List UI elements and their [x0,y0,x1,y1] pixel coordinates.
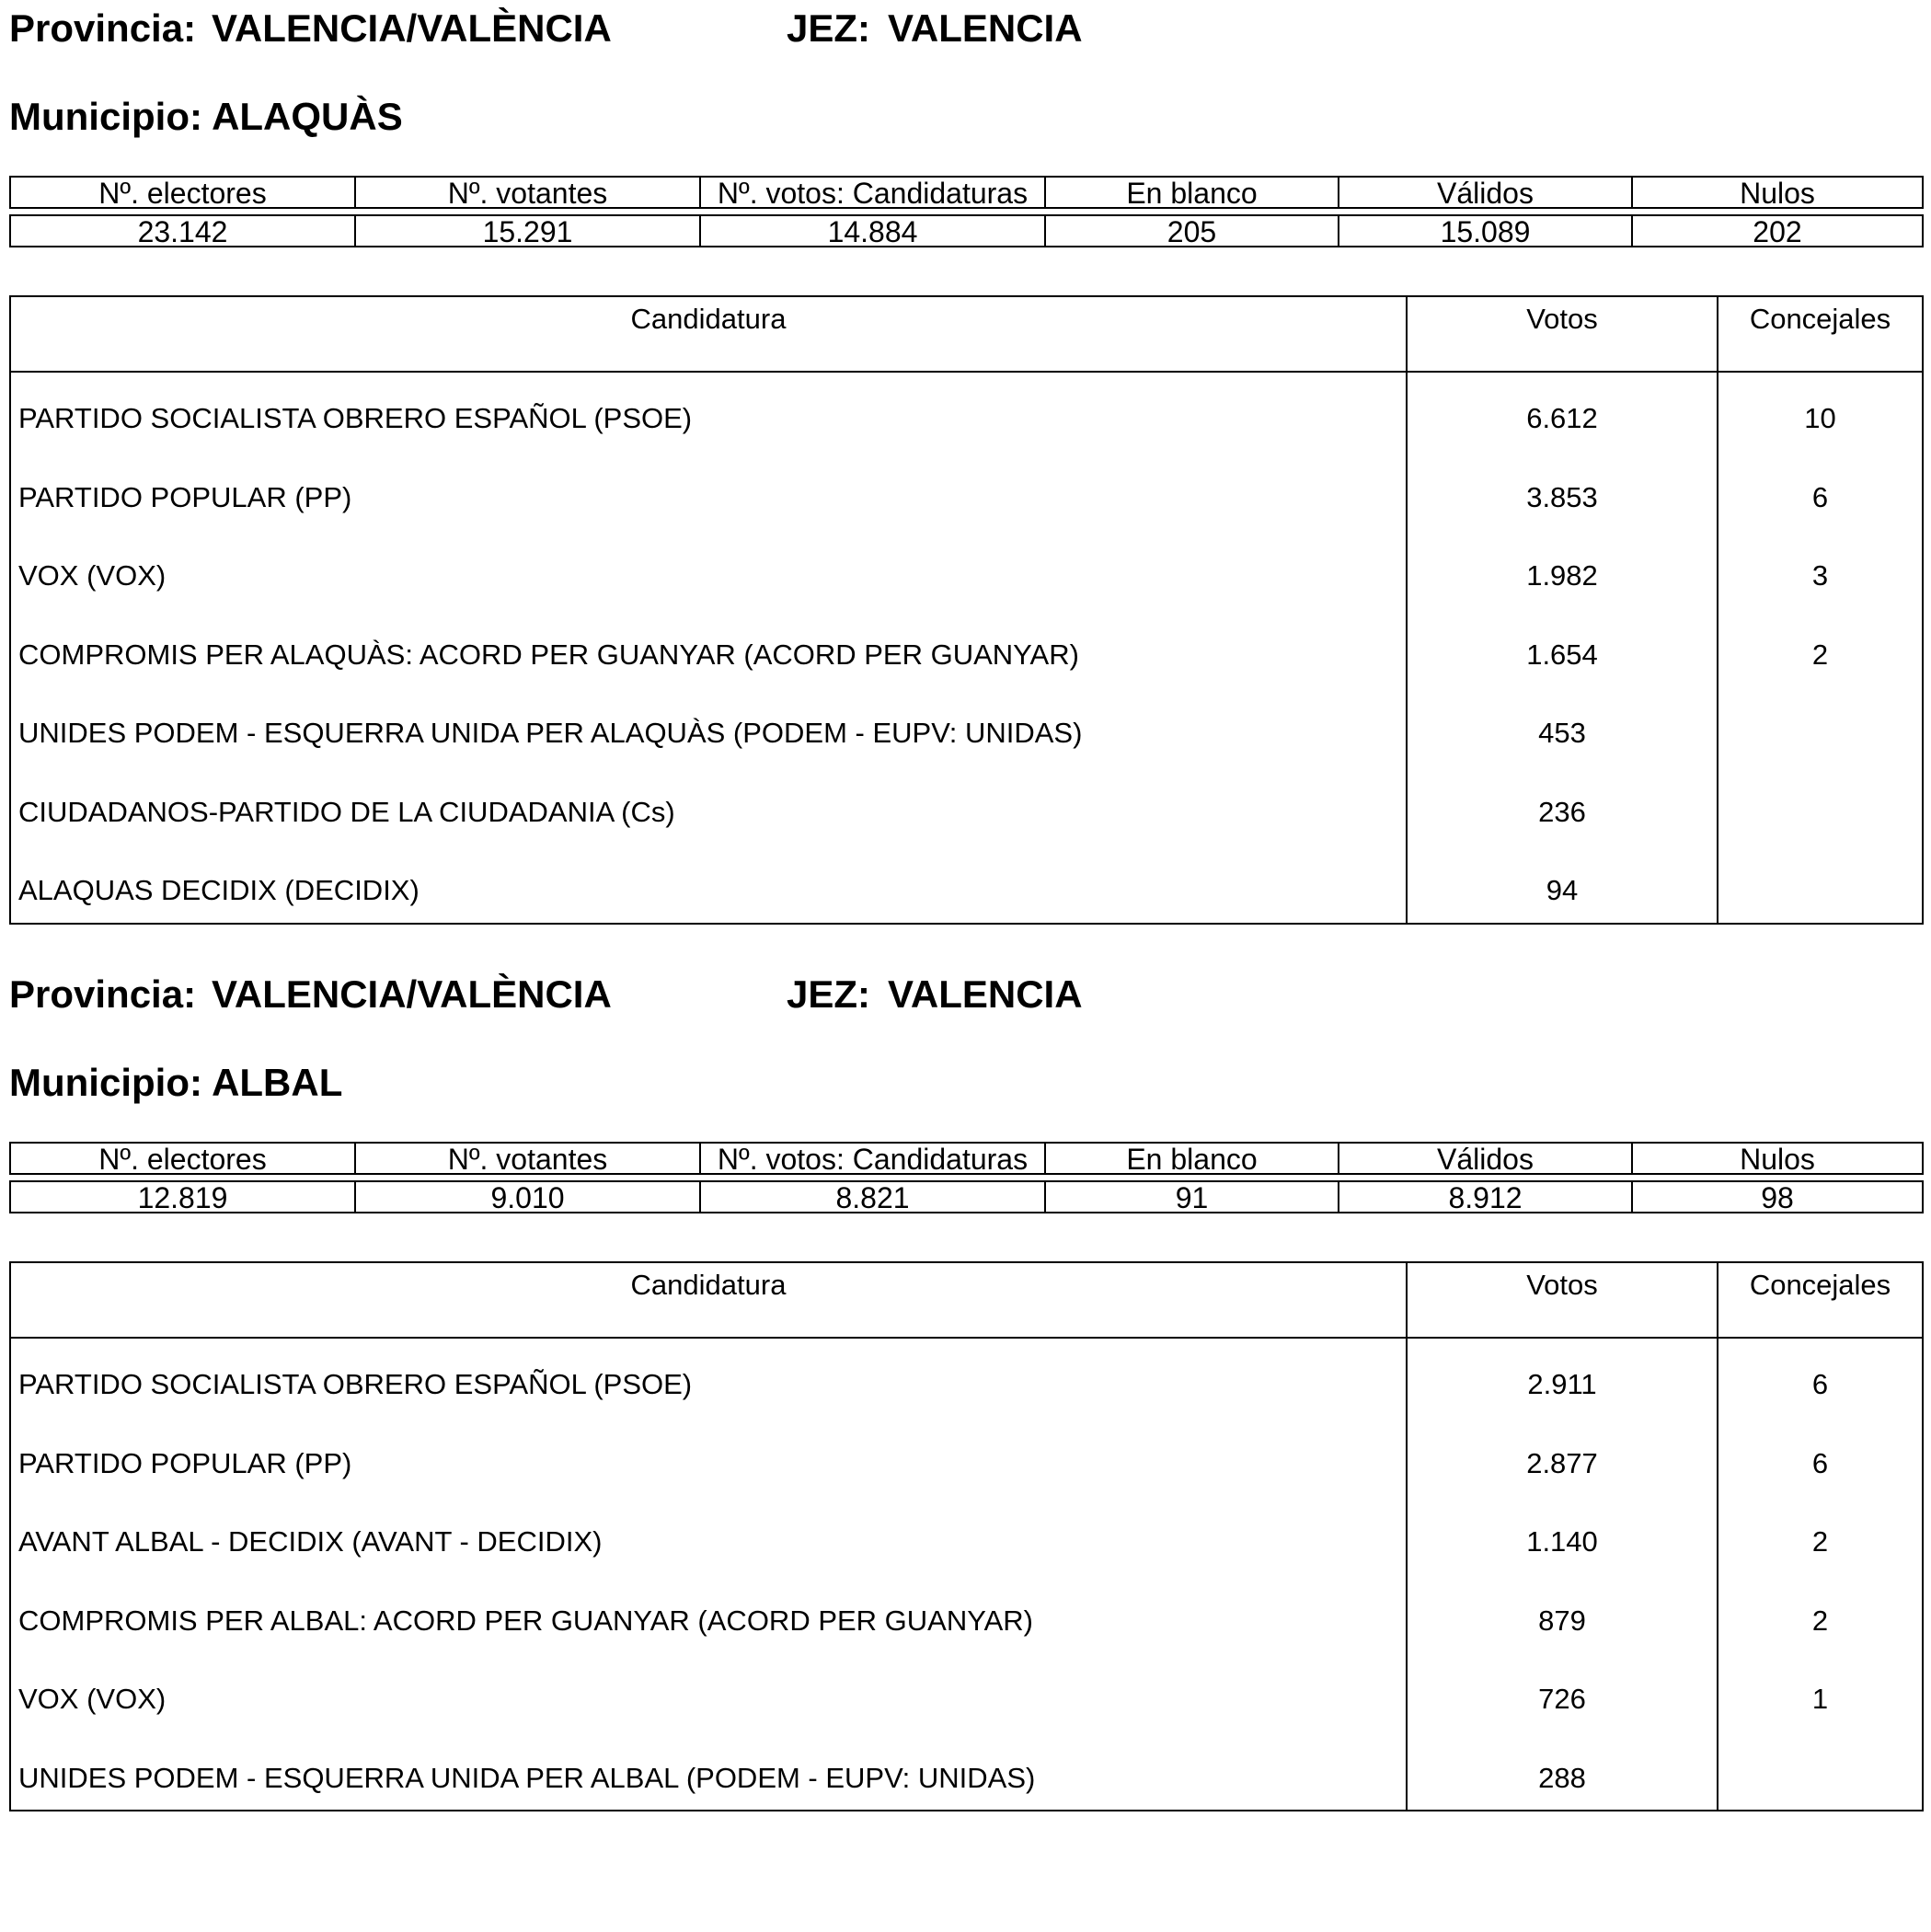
value-validos: 15.089 [1339,216,1633,246]
header-validos: Válidos [1339,178,1633,207]
candidate-votes: 94 [1408,845,1718,924]
candidates-table [9,1261,1924,1811]
header-votos: Votos [1408,297,1718,371]
candidate-name: CIUDADANOS-PARTIDO DE LA CIUDADANIA (Cs) [11,766,1408,845]
candidate-name: PARTIDO SOCIALISTA OBRERO ESPAÑOL (PSOE) [11,1339,1408,1418]
candidate-votes: 1.654 [1408,609,1718,688]
jez-label: JEZ: [787,6,871,50]
candidate-name: COMPROMIS PER ALBAL: ACORD PER GUANYAR (ACORD PER GUANYAR) [11,1575,1408,1654]
candidate-name: VOX (VOX) [11,1653,1408,1732]
candidate-concejales: 1 [1811,1683,1829,1715]
candidate-votes: 1.140 [1408,1496,1718,1575]
candidate-concejales: 6 [1811,1446,1829,1479]
header-electores: Nº. electores [11,178,356,207]
candidate-concejales: 2 [1811,1604,1829,1637]
candidate-votes: 236 [1408,766,1718,845]
value-validos: 8.912 [1339,1182,1633,1212]
value-en-blanco: 205 [1046,216,1339,246]
provincia-value: VALENCIA/VALÈNCIA [212,6,612,50]
jez-value: VALENCIA [888,6,1083,50]
header-nulos: Nulos [1740,1144,1815,1173]
candidate-concejales: 10 [1804,402,1836,434]
candidate-votes: 288 [1408,1732,1718,1811]
provincia-label: Provincia: [9,972,197,1016]
table-row [11,1732,1922,1811]
table-row [11,530,1922,609]
candidate-votes: 1.982 [1408,530,1718,609]
header-validos: Válidos [1339,1144,1633,1173]
jez-value: VALENCIA [888,972,1083,1016]
table-row [11,452,1922,531]
table-row [11,609,1922,688]
candidates-table [9,295,1924,925]
value-nulos: 98 [1761,1182,1794,1212]
candidate-name: UNIDES PODEM - ESQUERRA UNIDA PER ALAQUÀS (PODEM - EUPV: UNIDAS) [11,687,1408,766]
candidate-votes: 2.877 [1408,1418,1718,1497]
summary-values-row [9,1180,1924,1213]
value-electores: 23.142 [11,216,356,246]
municipality-section-albal [0,966,1931,1932]
candidate-concejales: 2 [1811,1525,1829,1558]
value-votantes: 9.010 [356,1182,701,1212]
header-concejales: Concejales [1749,1269,1891,1301]
summary-table [9,176,1924,253]
table-row [11,687,1922,766]
candidate-concejales [1718,766,1922,845]
header-candidatura: Candidatura [11,297,1408,371]
table-row [11,1339,1922,1418]
table-row [11,1653,1922,1732]
candidate-votes: 453 [1408,687,1718,766]
table-row [11,1418,1922,1497]
header-votos-candidaturas: Nº. votos: Candidaturas [701,178,1046,207]
candidate-concejales [1718,1732,1922,1811]
candidate-name: PARTIDO POPULAR (PP) [11,1418,1408,1497]
header-candidatura: Candidatura [11,1263,1408,1337]
candidate-name: COMPROMIS PER ALAQUÀS: ACORD PER GUANYAR (ACORD PER GUANYAR) [11,609,1408,688]
value-en-blanco: 91 [1046,1182,1339,1212]
candidate-name: UNIDES PODEM - ESQUERRA UNIDA PER ALBAL (PODEM - EUPV: UNIDAS) [11,1732,1408,1811]
value-votos-candidaturas: 14.884 [701,216,1046,246]
header-en-blanco: En blanco [1046,1144,1339,1173]
summary-header-row [9,176,1924,209]
value-votantes: 15.291 [356,216,701,246]
jez-label: JEZ: [787,972,871,1016]
summary-header-row [9,1142,1924,1175]
candidate-votes: 2.911 [1408,1339,1718,1418]
table-row [11,1496,1922,1575]
candidate-votes: 726 [1408,1653,1718,1732]
candidate-name: PARTIDO POPULAR (PP) [11,452,1408,531]
header-concejales: Concejales [1749,303,1891,335]
provincia-value: VALENCIA/VALÈNCIA [212,972,612,1016]
table-row [11,1575,1922,1654]
municipio-title: Municipio: ALAQUÀS [9,95,403,138]
candidate-concejales [1718,845,1922,924]
header-votantes: Nº. votantes [356,1144,701,1173]
value-nulos: 202 [1753,216,1802,246]
candidates-header-row [11,297,1922,373]
candidate-concejales: 2 [1811,638,1829,671]
candidates-header-row [11,1263,1922,1339]
table-row [11,845,1922,924]
summary-table [9,1142,1924,1219]
value-electores: 12.819 [11,1182,356,1212]
header-en-blanco: En blanco [1046,178,1339,207]
candidate-concejales [1718,687,1922,766]
table-row [11,766,1922,845]
header-votos: Votos [1408,1263,1718,1337]
header-votantes: Nº. votantes [356,178,701,207]
candidate-name: ALAQUAS DECIDIX (DECIDIX) [11,845,1408,924]
provincia-label: Provincia: [9,6,197,50]
candidate-votes: 879 [1408,1575,1718,1654]
candidate-concejales: 6 [1811,480,1829,513]
header-votos-candidaturas: Nº. votos: Candidaturas [701,1144,1046,1173]
candidate-name: AVANT ALBAL - DECIDIX (AVANT - DECIDIX) [11,1496,1408,1575]
header-electores: Nº. electores [11,1144,356,1173]
candidate-votes: 6.612 [1408,373,1718,452]
candidate-concejales: 3 [1811,559,1829,592]
value-votos-candidaturas: 8.821 [701,1182,1046,1212]
candidate-votes: 3.853 [1408,452,1718,531]
candidate-concejales: 6 [1811,1368,1829,1400]
header-nulos: Nulos [1740,178,1815,207]
candidate-name: VOX (VOX) [11,530,1408,609]
candidate-name: PARTIDO SOCIALISTA OBRERO ESPAÑOL (PSOE) [11,373,1408,452]
table-row [11,373,1922,452]
municipio-title: Municipio: ALBAL [9,1061,343,1104]
summary-values-row [9,214,1924,247]
